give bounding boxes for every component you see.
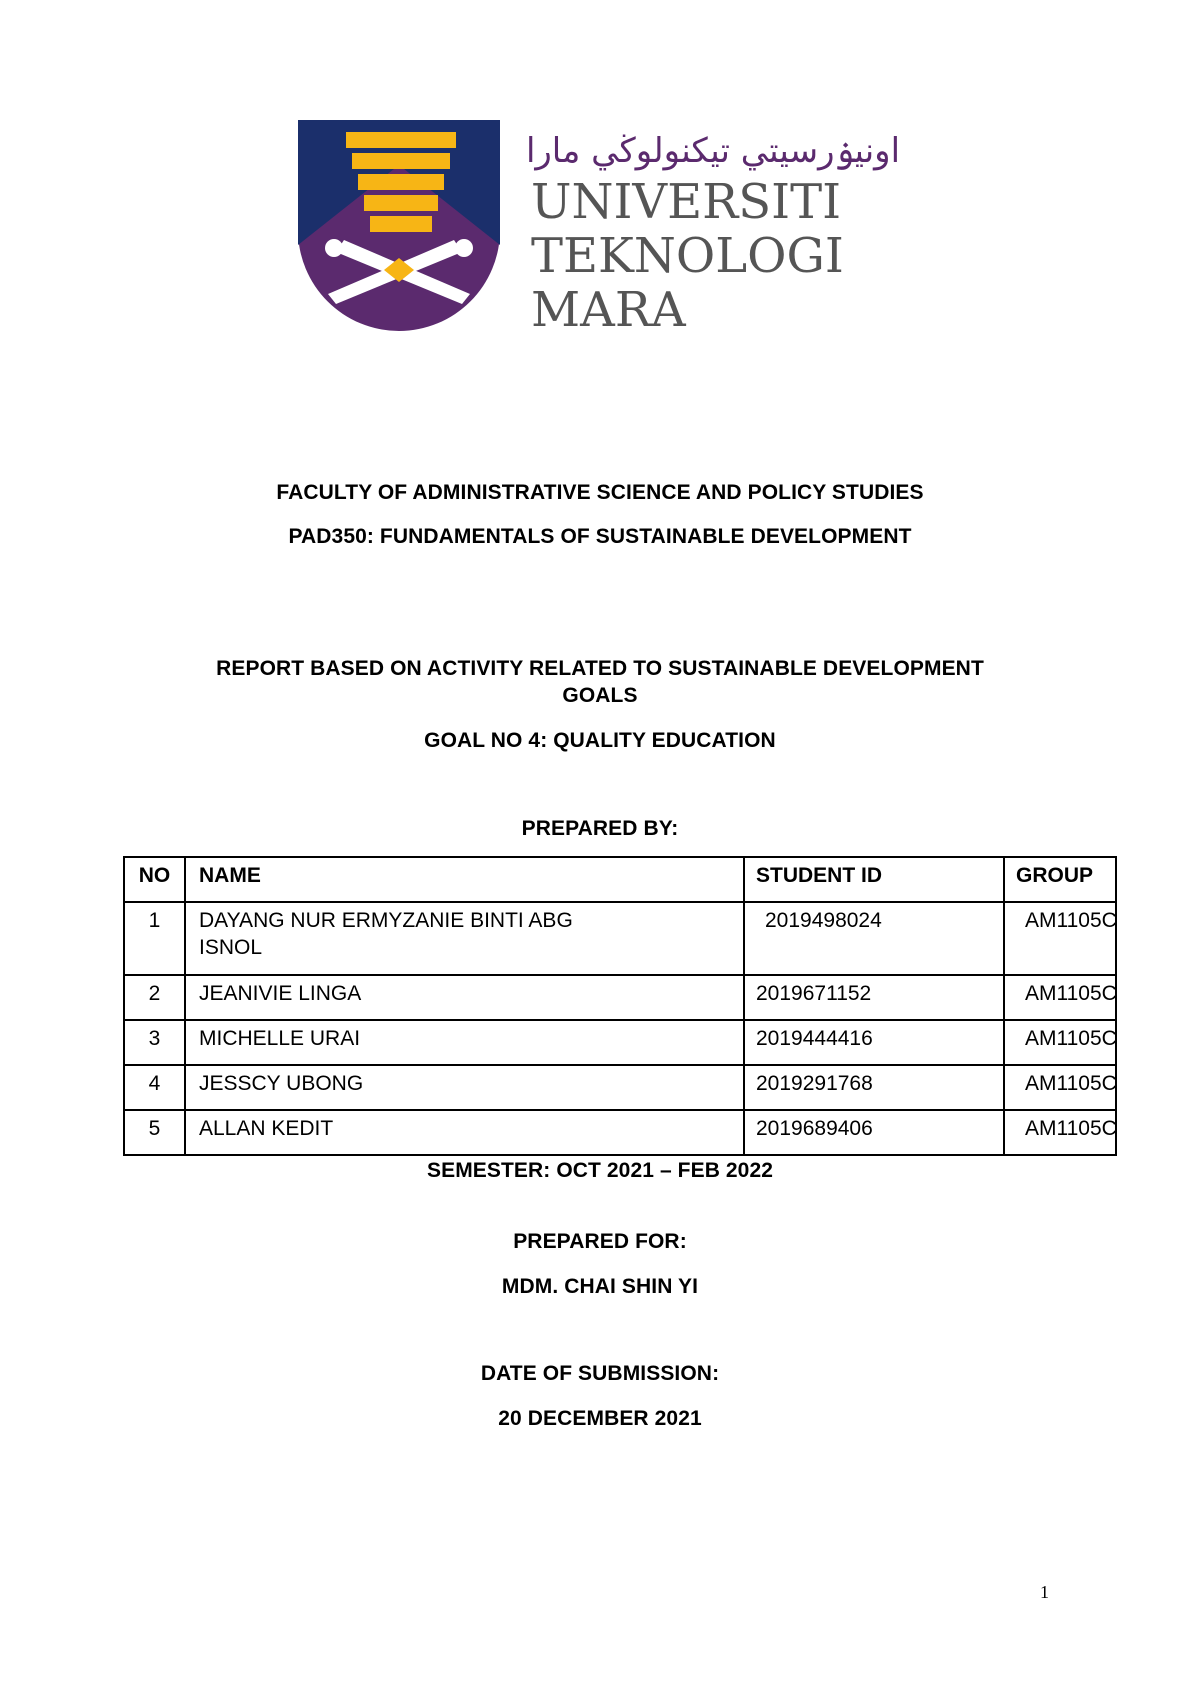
goal-heading: GOAL NO 4: QUALITY EDUCATION [424,729,776,752]
cell-student-id: 2019671152 [744,975,1004,1020]
prepared-for-label: PREPARED FOR: [513,1230,687,1253]
table-row [124,902,1116,975]
cell-student-id: 2019444416 [744,1020,1004,1065]
column-header-name: NAME [185,857,744,902]
member-table [123,856,1117,1156]
cell-group: AM1105C [1004,975,1116,1020]
table-row [124,1020,1116,1065]
logo-jawi-text: اونيۏرسيتي تيكنولوڬي مارا [525,131,901,171]
table-row [124,1065,1116,1110]
cell-group: AM1105C [1004,1065,1116,1110]
cell-name-line2: ISNOL [199,936,263,959]
cell-no: 5 [124,1110,185,1155]
cell-no: 1 [124,902,185,975]
cell-name: ALLAN KEDIT [185,1110,744,1155]
cell-group: AM1105C [1004,1110,1116,1155]
column-header-student-id: STUDENT ID [744,857,1004,902]
cell-name: JESSCY UBONG [185,1065,744,1110]
table-header-row [124,857,1116,902]
cell-student-id: 2019689406 [744,1110,1004,1155]
cell-name-line1: DAYANG NUR ERMYZANIE BINTI ABG [199,909,573,932]
prepared-by-label: PREPARED BY: [521,817,679,840]
course-heading: PAD350: FUNDAMENTALS OF SUSTAINABLE DEVELOPMENT [288,525,912,548]
lecturer-name: MDM. CHAI SHIN YI [501,1275,699,1298]
submission-date: 20 DECEMBER 2021 [498,1407,702,1430]
column-header-group: GROUP [1004,857,1116,902]
cell-name: MICHELLE URAI [185,1020,744,1065]
cell-group: AM1105C [1004,1020,1116,1065]
report-title-line1: REPORT BASED ON ACTIVITY RELATED TO SUSTAINABLE DEVELOPMENT [216,657,984,680]
cell-no: 3 [124,1020,185,1065]
logo-name-line1: UNIVERSITI [531,174,842,230]
cell-no: 2 [124,975,185,1020]
cell-student-id: 2019498024 [744,902,1004,975]
faculty-heading: FACULTY OF ADMINISTRATIVE SCIENCE AND POLICY STUDIES [276,481,924,504]
logo-name-line3: MARA [531,282,686,338]
column-header-no: NO [124,857,185,902]
cell-student-id: 2019291768 [744,1065,1004,1110]
logo-name-line2: TEKNOLOGI [531,228,844,284]
table-row [124,1110,1116,1155]
table-row [124,975,1116,1020]
cell-name [185,902,744,975]
report-title-line2: GOALS [562,684,638,707]
cell-name: JEANIVIE LINGA [185,975,744,1020]
semester-line: SEMESTER: OCT 2021 – FEB 2022 [426,1159,774,1182]
uitm-logo [298,120,908,340]
page-number: 1 [1040,1582,1049,1602]
submission-label: DATE OF SUBMISSION: [480,1362,720,1385]
uitm-emblem [298,120,500,331]
cell-group: AM1105C [1004,902,1116,975]
cell-no: 4 [124,1065,185,1110]
